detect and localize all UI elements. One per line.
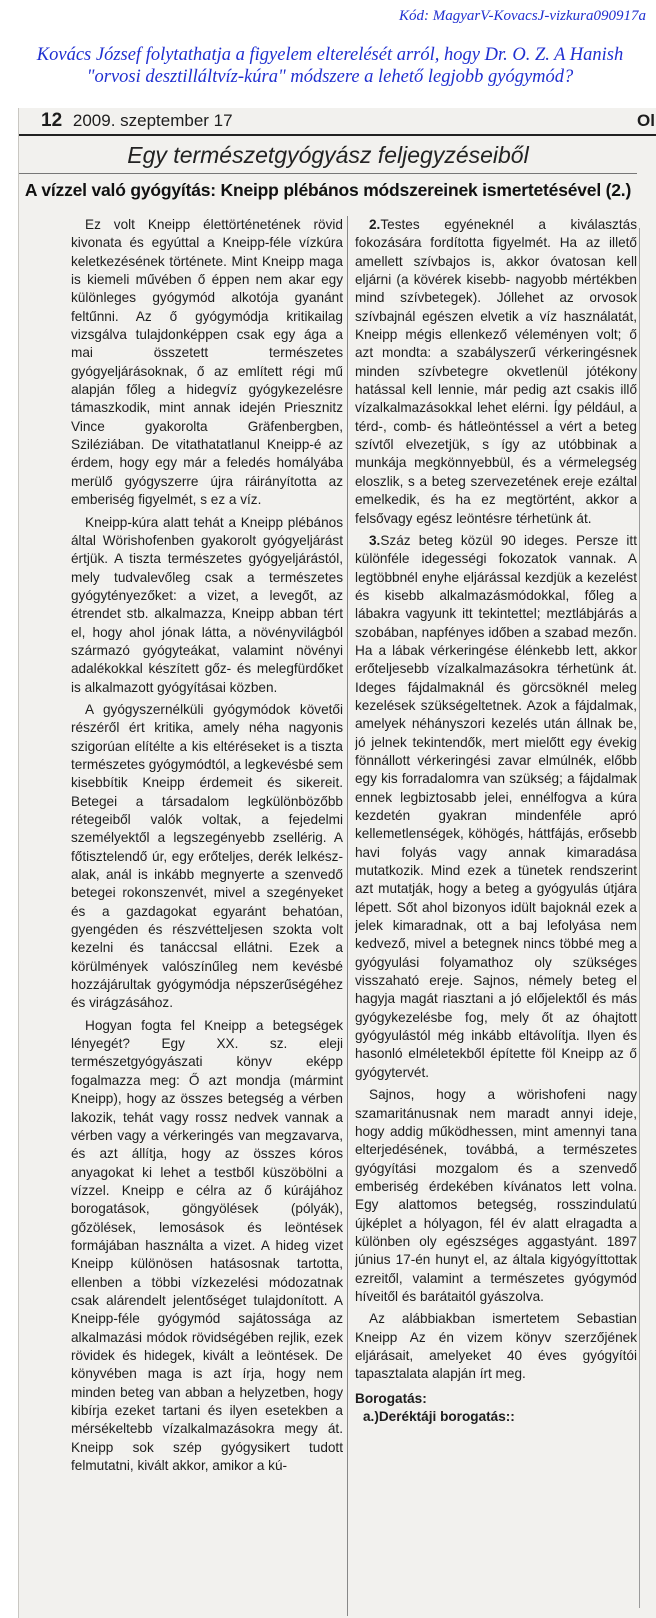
- paragraph: [355, 532, 637, 1082]
- paragraph: Az alábbiakban ismertetem Sebastian Kneipp Az én vizem könyv szerzőjének eljárásait, amelyeket 40 éves gyógyítói tapasztalata alapján írt meg.: [355, 1311, 637, 1382]
- issue-date: 2009. szeptember 17: [72, 111, 233, 130]
- article-title: A vízzel való gyógyítás: Kneipp plébános módszereinek ismertetésével (2.): [24, 180, 632, 200]
- paragraph: Hogyan fogta fel Kneipp a betegségek lényegét? Egy XX. sz. eleji természetgyógyászati könyv eképp fogalmazza meg: Ő azt mondja (mármint Kneipp), hogy az összes betegség a vérben lakozik, tehát vagy rossz nedvek vannak a vérben vagy a vérkeringés van megzavarva, és azt állítja, hogy az összes kóros anyagokat ki lehet a testből küszöbölni a vízzel. Kneipp e célra az ő kúrájához borogatások, göngyölések (pólyák), gőzölések, lemosások és leöntések formájában használta a vizet. A hideg vizet Kneipp különösen hatásosnak tartotta, ellenben a többi vízkezelési módozatnak csak alárendelt jelentőséget tulajdonított. A Kneipp-féle gyógymód sajátossága az alkalmazási módok rövidségében rejlik, ezek rövidek és hidegek, kivált a leöntések. De könyvében maga is azt írja, hogy nem minden beteg van abban a helyzetben, hogy kibírja ezeket tartani és ilyen esetekben a mérsékeltebb vízalkalmazásokra megy át. Kneipp sok szép gyógysikert tudott felmutatni, kivált akkor, amikor a kú-: [71, 1017, 343, 1474]
- point-number: 3.: [369, 532, 381, 548]
- paragraph: A gyógyszernélküli gyógymódok követői részéről ért kritika, amely néha nagyonis szigorúan elítélte a kis eltéréseket is a tiszta természetes gyógymódtól, a legkevésbé sem kisebbítik Kneipp érdemeit és sikereit. Betegei a társadalom legkülönbözőbb rétegeiből valók voltak, a fejedelmi személyektől a legszegényebb zsellérig. A főtisztelendő úr, egy erőteljes, derék lelkész-alak, anál is inkább megnyerte a szenvedő betegei rokonszenvét, mivel a szegényeket és a gazdagokat egyaránt behatóan, gyengéden és részvétteljesen szokta volt kezelni és tanáccsal ellátni. Ezek a körülmények valószínűleg nem kevésbé hozzájárultak gyógymódja népszerűségéhez és virágzásához.: [71, 701, 343, 1011]
- paragraph-text: Száz beteg közül 90 ideges. Persze itt különféle idegességi fokozatok vannak. A legtöbbnél enyhe eljárással kezdjük a kezelést és kisebb alkalmazásmódokkal, főleg a lábakra vagyunk itt tekintettel; meztlábjárás a szobában, napfényes időben a szabad mezőn. Ha a lábak vérkeringése élénkebb lett, akkor erőteljesebb vízalkalmazásokra térhetünk át. Ideges fájdalmaknál és görcsöknél meleg kezelések szükségeltetnek. Azok a fájdalmak, amelyek néhányszori kezelés után állnak be, jó jelnek tekintendők, mert mielőtt egy évekig fönnállott vérkeringési zavar elmúlnék, előbb egy kis forradalomra van szükség; a fájdalmak ennek legbiztosabb jelei, ennélfogva a kúra kezdetén gyakran mindenféle apró kellemetlenségek, köhögés, háttfájás, erősebb havi folyás vagy annak kimaradása mutatkozik. Mind ezek a tünetek rendszerint azt mutatják, hogy a beteg a gyógyulás útjára lépett. Sőt ahol bizonyos idült bajoknál ezek a jelek kimaradnak, ott a baj lefolyása nem kedvező, mivel a betegnek nincs többé meg a gyógyulási folyamathoz oly szükséges visszaható ereje. Sajnos, némely beteg el hagyja magát riasztani a jó előjelektől és más gyógykezelésbe fog, mely őt az óhajtott gyógyulástól még inkább eltávolítja. Ilyen és hasonló elméletekből építette föl Kneipp az ő gyógytervét.: [355, 532, 637, 1080]
- point-number: 2.: [369, 217, 381, 232]
- document-code: Kód: MagyarV-KovacsJ-vizkura090917a: [398, 8, 646, 24]
- paragraph-text: Testes egyéneknél a kiválasztás fokozására fordította figyelmét. Ha az illető amellett szívbajos is, akkor óvatosan kell eljárni (a kövérek kisebb- nagyobb mértékben mind szívbetegek). Jóllehet az orvosok szívbajnál egészen elvetik a víz használatát, Kneipp mégis ellenkező véleményen volt; ő azt mondta: a szabályszerű vérkeringésnek minden szívbetegre okvetlenül jótékony hatással kell lennie, már pedig azt csakis illő vízalkalmazásokkal lehet elérni. Így például, a térd-, comb- és hátleöntéssel a vért a beteg szívtől elvezetjük, s így az utóbbinak a munkája megkönnyebbül, és a vérmelegség eloszlik, s a beteg szervezetének ereje ezáltal emelkedik, és ha ez megtörtént, akkor a felsővagy egész leöntésre térhetünk át.: [355, 217, 637, 526]
- issue-bar: [19, 108, 656, 136]
- paragraph: Sajnos, hogy a wörishofeni nagy szamaritánusnak nem maradt annyi ideje, hogy addig működhessen, mint amennyi tana elterjedésének, továbbá, a természetes gyógyítási mozgalom és a szenvedő emberiség érdekében kívánatos lett volna. Egy alattomos betegség, rosszindulatú újképlet a hólyagon, fél év alatt elragadta a különben oly egészséges aggastyánt. 1897 június 17-én hunyt el, az általa kigyógyíttottak ezreitől, valamint a természetes gyógymód híveitől és barátaitól gyászolva.: [355, 1087, 637, 1304]
- paragraph: [355, 216, 637, 528]
- paragraph: Ez volt Kneipp élettörténetének rövid kivonata és egyúttal a Kneipp-féle vízkúra keletkezésének története. Mint Kneipp maga is kiemeli művében ő éppen nem akar egy különleges gyógymód alkotója gyanánt feltűnni. Az ő gyógymódja kritikailag vizsgálva tulajdonképpen csak egy ága a mai összetett természetes gyógyeljárásoknak, ő az említett régi mű alapján főleg a hidegvíz gyógykezelésre támaszkodik, mint annak idején Priesznitz Vince gyakorolta Gräfenbergben, Sziléziában. De vitathatatlanul Kneipp-é az érdem, hogy egy már a feledés homályába merülő gyógyszerre újra ráirányította az emberiség figyelmét, s ez a víz.: [71, 217, 343, 508]
- subsection-heading: Borogatás:: [355, 1390, 427, 1406]
- paragraph: Kneipp-kúra alatt tehát a Kneipp plébános által Wörishofenben gyakorolt gyógyeljárást értjük. A tiszta természetes gyógyeljárástól, mely tudvalevőleg csak a természetes gyógytényezőket: a vizet, a levegőt, az étrendet stb. alkalmazza, Kneipp abban tért el, hogy ahol jónak látta, a növényvilágból származó gyógyteákat, valamint növényi adalékokkal készített gőz- és melegfürdőket is alkalmazott gyógyításai közben.: [71, 514, 343, 695]
- left-column: [71, 216, 343, 1616]
- column-divider: [347, 216, 348, 1616]
- section-title: Egy természetgyógyász feljegyzéseiből: [19, 142, 637, 174]
- right-column: [355, 216, 637, 1616]
- annotation-headline: Kovács József folytathatja a figyelem elterelését arról, hogy Dr. O. Z. A Hanish "orvosi desztilláltvíz-kúra" módszere a lehető legjobb gyógymód?: [36, 45, 624, 87]
- cut-off-text: Ol: [637, 111, 655, 130]
- subsection-subheading: a.)Deréktáji borogatás::: [363, 1409, 515, 1424]
- page-number: 12: [41, 110, 63, 131]
- adjacent-column-edge: [639, 228, 656, 1608]
- newspaper-clipping: [18, 108, 656, 1618]
